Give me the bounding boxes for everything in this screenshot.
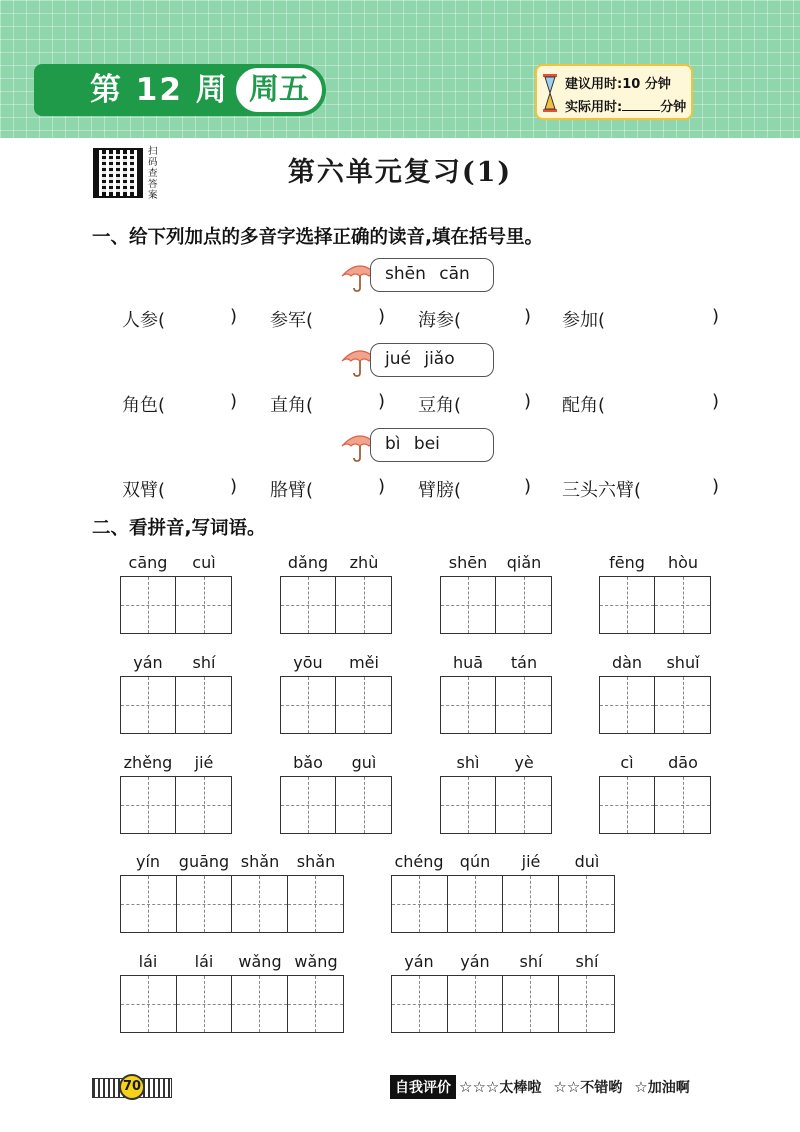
pinyin-option-box: [336, 258, 496, 292]
pinyin-writing-group: [599, 553, 711, 635]
writing-cell[interactable]: [655, 677, 710, 733]
pinyin-option-box: [336, 428, 496, 462]
pinyin-syllable: yán: [404, 952, 434, 971]
qr-caption: 扫码查答案: [148, 146, 158, 201]
writing-cell[interactable]: [288, 876, 344, 932]
writing-cell[interactable]: [336, 677, 391, 733]
writing-cell[interactable]: [655, 777, 710, 833]
pinyin-syllable: wǎng: [238, 952, 282, 971]
answer-paren[interactable]: ): [230, 391, 238, 412]
pinyin-readings: shēn cān: [370, 258, 494, 292]
answer-paren[interactable]: ): [378, 306, 386, 327]
pinyin-syllable: shēn: [448, 553, 488, 572]
pinyin-syllable: jié: [194, 753, 214, 772]
pinyin-syllable: cāng: [128, 553, 168, 572]
actual-time-unit: 分钟: [660, 100, 687, 115]
word-item: 角色(: [122, 395, 166, 416]
writing-grid: [440, 576, 552, 634]
writing-cell[interactable]: [559, 976, 615, 1032]
answer-paren[interactable]: ): [524, 391, 532, 412]
writing-cell[interactable]: [121, 976, 177, 1032]
word-item: 海参(: [418, 310, 462, 331]
word-item: 三头六臂(: [562, 480, 642, 501]
writing-cell[interactable]: [655, 577, 710, 633]
pinyin-syllable: tán: [510, 653, 538, 672]
pinyin-syllable: shuǐ: [666, 653, 700, 672]
pinyin-writing-group: [440, 753, 552, 835]
pinyin-writing-group: [599, 653, 711, 735]
week-label: 第 12 周: [34, 64, 302, 116]
pinyin-syllable: guāng: [178, 852, 230, 871]
pinyin-option-box: [336, 343, 496, 377]
pinyin-syllable: qún: [459, 852, 491, 871]
writing-cell[interactable]: [441, 777, 496, 833]
pinyin-readings: jué jiǎo: [370, 343, 494, 377]
actual-time: [565, 96, 686, 115]
pinyin-syllable: huā: [452, 653, 484, 672]
pinyin-readings: bì bei: [370, 428, 494, 462]
writing-cell[interactable]: [176, 677, 231, 733]
actual-time-blank[interactable]: [622, 99, 660, 111]
pinyin-syllable: yè: [514, 753, 534, 772]
writing-cell[interactable]: [496, 777, 551, 833]
pinyin-syllable: fēng: [609, 553, 645, 572]
page-number: 70: [119, 1074, 145, 1100]
writing-grid: [120, 676, 232, 734]
pinyin-syllable: wǎng: [294, 952, 338, 971]
pinyin-syllable: shì: [456, 753, 480, 772]
writing-grid: [280, 776, 392, 834]
pinyin-syllable: dàn: [611, 653, 643, 672]
pinyin-syllable: dāo: [668, 753, 698, 772]
writing-cell[interactable]: [232, 976, 288, 1032]
writing-cell[interactable]: [441, 577, 496, 633]
section1-heading: 一、给下列加点的多音字选择正确的读音,填在括号里。: [92, 227, 544, 248]
pinyin-syllable: měi: [349, 653, 379, 672]
writing-cell[interactable]: [177, 876, 233, 932]
pinyin-syllable: duì: [574, 852, 600, 871]
writing-cell[interactable]: [281, 577, 336, 633]
pinyin-syllable: bǎo: [293, 753, 323, 772]
day-label: 周五: [232, 64, 326, 116]
pinyin-syllable: lái: [194, 952, 214, 971]
answer-paren[interactable]: ): [378, 391, 386, 412]
pinyin-syllable: shí: [192, 653, 216, 672]
writing-cell[interactable]: [392, 876, 448, 932]
writing-cell[interactable]: [600, 677, 655, 733]
answer-paren[interactable]: ): [712, 306, 720, 327]
pinyin-writing-group: [120, 753, 232, 835]
writing-cell[interactable]: [392, 976, 448, 1032]
writing-cell[interactable]: [176, 577, 231, 633]
star-icon[interactable]: ☆: [553, 1078, 567, 1096]
pinyin-writing-group: [120, 553, 232, 635]
writing-grid: [120, 576, 232, 634]
writing-grid: [599, 776, 711, 834]
pinyin-syllable: yōu: [293, 653, 323, 672]
pinyin-writing-group: [120, 852, 344, 934]
writing-cell[interactable]: [121, 577, 176, 633]
writing-cell[interactable]: [503, 976, 559, 1032]
pinyin-syllable: cuì: [192, 553, 216, 572]
star-icon[interactable]: ☆: [634, 1078, 648, 1096]
pinyin-syllable: cì: [620, 753, 634, 772]
actual-time-label: 实际用时:: [565, 100, 623, 115]
writing-cell[interactable]: [448, 876, 504, 932]
writing-grid: [391, 975, 615, 1033]
pinyin-writing-group: [440, 653, 552, 735]
writing-grid: [280, 576, 392, 634]
self-eval-label: 自我评价: [390, 1075, 456, 1099]
writing-grid: [599, 576, 711, 634]
pinyin-syllable: shí: [575, 952, 599, 971]
writing-grid: [440, 776, 552, 834]
pinyin-syllable: qiǎn: [506, 553, 542, 572]
pinyin-writing-group: [440, 553, 552, 635]
star-icon[interactable]: ☆: [459, 1078, 473, 1096]
writing-cell[interactable]: [600, 777, 655, 833]
pinyin-syllable: chéng: [394, 852, 444, 871]
self-evaluation: [390, 1074, 690, 1100]
pinyin-syllable: jié: [521, 852, 541, 871]
pinyin-writing-group: [391, 852, 615, 934]
writing-cell[interactable]: [176, 777, 231, 833]
word-row: [122, 476, 722, 506]
writing-cell[interactable]: [336, 577, 391, 633]
star-icon[interactable]: ☆: [566, 1078, 581, 1096]
writing-cell[interactable]: [441, 677, 496, 733]
page-title: 第六单元复习(1): [287, 157, 513, 188]
writing-cell[interactable]: [232, 876, 288, 932]
answer-paren[interactable]: ): [230, 306, 238, 327]
writing-grid: [599, 676, 711, 734]
writing-grid: [280, 676, 392, 734]
star-icon[interactable]: ☆: [485, 1078, 500, 1096]
answer-paren[interactable]: ): [712, 391, 720, 412]
rating-good: 不错哟: [580, 1080, 623, 1096]
pinyin-syllable: hòu: [667, 553, 699, 572]
pinyin-writing-group: [120, 653, 232, 735]
writing-grid: [120, 975, 344, 1033]
pinyin-syllable: guì: [351, 753, 377, 772]
answer-paren[interactable]: ): [524, 306, 532, 327]
writing-cell[interactable]: [177, 976, 233, 1032]
writing-cell[interactable]: [336, 777, 391, 833]
section2-heading: 二、看拼音,写词语。: [92, 518, 266, 539]
pinyin-syllable: dǎng: [287, 553, 329, 572]
word-row: [122, 306, 722, 336]
word-row: [122, 391, 722, 421]
word-item: 胳臂(: [270, 480, 314, 501]
writing-grid: [440, 676, 552, 734]
writing-cell[interactable]: [121, 677, 176, 733]
writing-cell[interactable]: [496, 677, 551, 733]
answer-paren[interactable]: ): [712, 476, 720, 497]
pinyin-writing-group: [120, 952, 344, 1034]
pinyin-syllable: yán: [460, 952, 490, 971]
hourglass-icon: [543, 74, 557, 112]
star-icon[interactable]: ☆: [472, 1078, 486, 1096]
pinyin-syllable: zhěng: [123, 753, 173, 772]
writing-cell[interactable]: [448, 976, 504, 1032]
answer-paren[interactable]: ): [378, 476, 386, 497]
pinyin-syllable: shí: [519, 952, 543, 971]
pinyin-syllable: yín: [135, 852, 161, 871]
rating-keep-going: 加油啊: [647, 1080, 690, 1096]
word-item: 直角(: [270, 395, 314, 416]
time-box: [535, 64, 693, 120]
writing-cell[interactable]: [288, 976, 344, 1032]
word-item: 配角(: [562, 395, 606, 416]
writing-cell[interactable]: [503, 876, 559, 932]
pinyin-syllable: zhù: [349, 553, 379, 572]
word-item: 臂膀(: [418, 480, 462, 501]
word-item: 豆角(: [418, 395, 462, 416]
pinyin-syllable: lái: [138, 952, 158, 971]
writing-cell[interactable]: [496, 577, 551, 633]
pinyin-syllable: shǎn: [296, 852, 336, 871]
writing-cell[interactable]: [600, 577, 655, 633]
pinyin-writing-group: [280, 653, 392, 735]
answer-paren[interactable]: ): [524, 476, 532, 497]
suggested-time: 建议用时:10 分钟: [565, 77, 671, 92]
writing-grid: [120, 875, 344, 933]
pinyin-writing-group: [280, 553, 392, 635]
writing-cell[interactable]: [559, 876, 615, 932]
writing-cell[interactable]: [281, 777, 336, 833]
word-item: 参军(: [270, 310, 314, 331]
pinyin-writing-group: [280, 753, 392, 835]
writing-grid: [120, 776, 232, 834]
writing-grid: [391, 875, 615, 933]
word-item: 参加(: [562, 310, 606, 331]
pinyin-writing-group: [391, 952, 615, 1034]
rating-excellent: 太棒啦: [499, 1080, 542, 1096]
writing-cell[interactable]: [121, 777, 176, 833]
writing-cell[interactable]: [281, 677, 336, 733]
word-item: 人参(: [122, 310, 166, 331]
word-item: 双臂(: [122, 480, 166, 501]
answer-paren[interactable]: ): [230, 476, 238, 497]
pinyin-syllable: shǎn: [240, 852, 280, 871]
pinyin-syllable: yán: [133, 653, 163, 672]
writing-cell[interactable]: [121, 876, 177, 932]
pinyin-writing-group: [599, 753, 711, 835]
